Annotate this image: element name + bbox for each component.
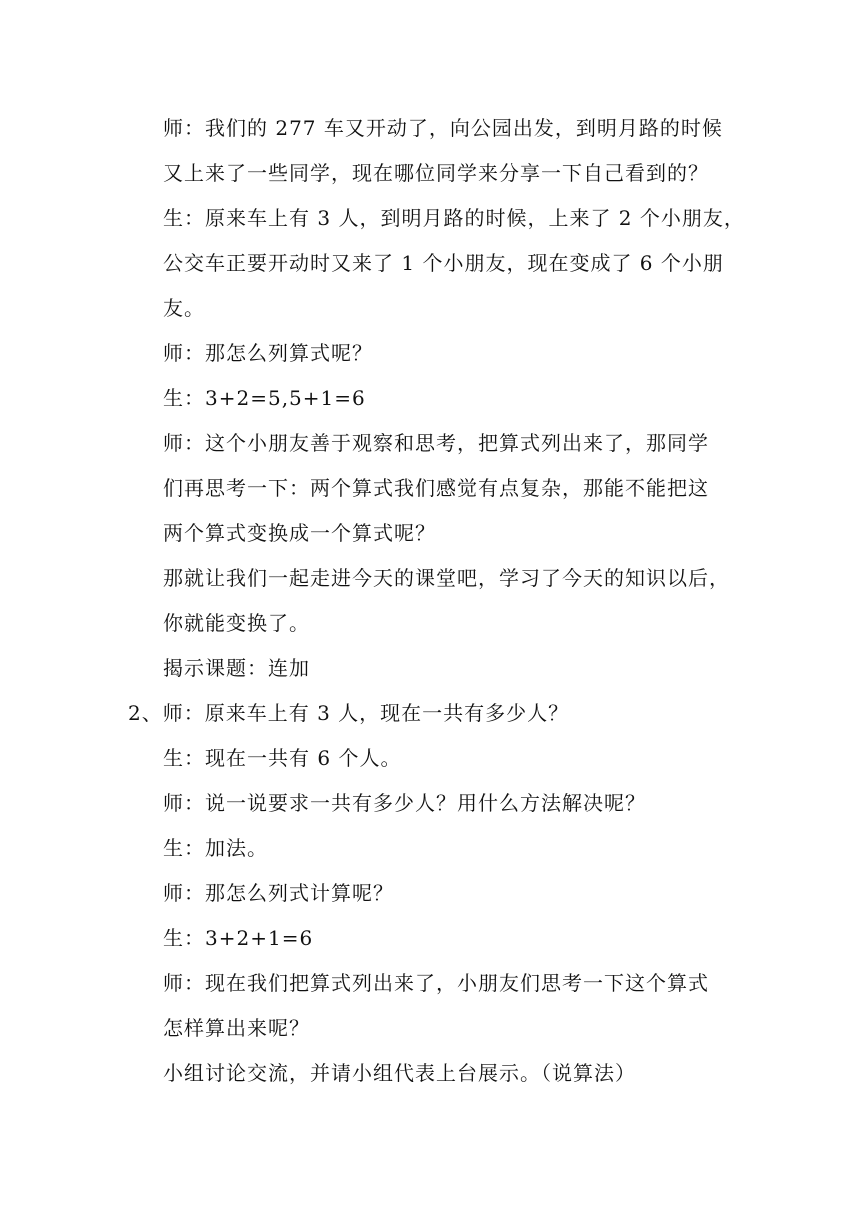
text-line: 友。: [163, 296, 205, 320]
text-line: 揭示课题：连加: [163, 656, 310, 680]
text-line: 师：我们的 277 车又开动了，向公园出发，到明月路的时候: [163, 116, 723, 140]
text-line: 师：说一说要求一共有多少人？用什么方法解决呢？: [163, 791, 646, 815]
text-line: 师：那怎么列算式呢？: [163, 341, 373, 365]
text-line: 生：3+2+1=6: [163, 926, 314, 950]
text-line: 又上来了一些同学，现在哪位同学来分享一下自己看到的？: [163, 161, 709, 185]
text-line: 小组讨论交流，并请小组代表上台展示。（说算法）: [163, 1061, 636, 1085]
text-line: 怎样算出来呢？: [163, 1016, 310, 1040]
text-line: 生：原来车上有 3 人，到明月路的时候，上来了 2 个小朋友，: [163, 206, 745, 230]
text-line: 师：这个小朋友善于观察和思考，把算式列出来了，那同学: [163, 431, 709, 455]
text-line: 们再思考一下：两个算式我们感觉有点复杂，那能不能把这: [163, 476, 709, 500]
text-line: 师：那怎么列式计算呢？: [163, 881, 394, 905]
text-line: 生：加法。: [163, 836, 268, 860]
text-line: 公交车正要开动时又来了 1 个小朋友，现在变成了 6 个小朋: [163, 251, 724, 275]
text-line: 那就让我们一起走进今天的课堂吧，学习了今天的知识以后，: [163, 566, 730, 590]
text-line: 生：现在一共有 6 个人。: [163, 746, 402, 770]
text-line: 生：3+2=5,5+1=6: [163, 386, 366, 410]
text-line: 2、师：原来车上有 3 人，现在一共有多少人？: [128, 701, 570, 725]
text-line: 你就能变换了。: [163, 611, 310, 635]
text-line: 师：现在我们把算式列出来了，小朋友们思考一下这个算式: [163, 971, 709, 995]
text-line: 两个算式变换成一个算式呢？: [163, 521, 436, 545]
